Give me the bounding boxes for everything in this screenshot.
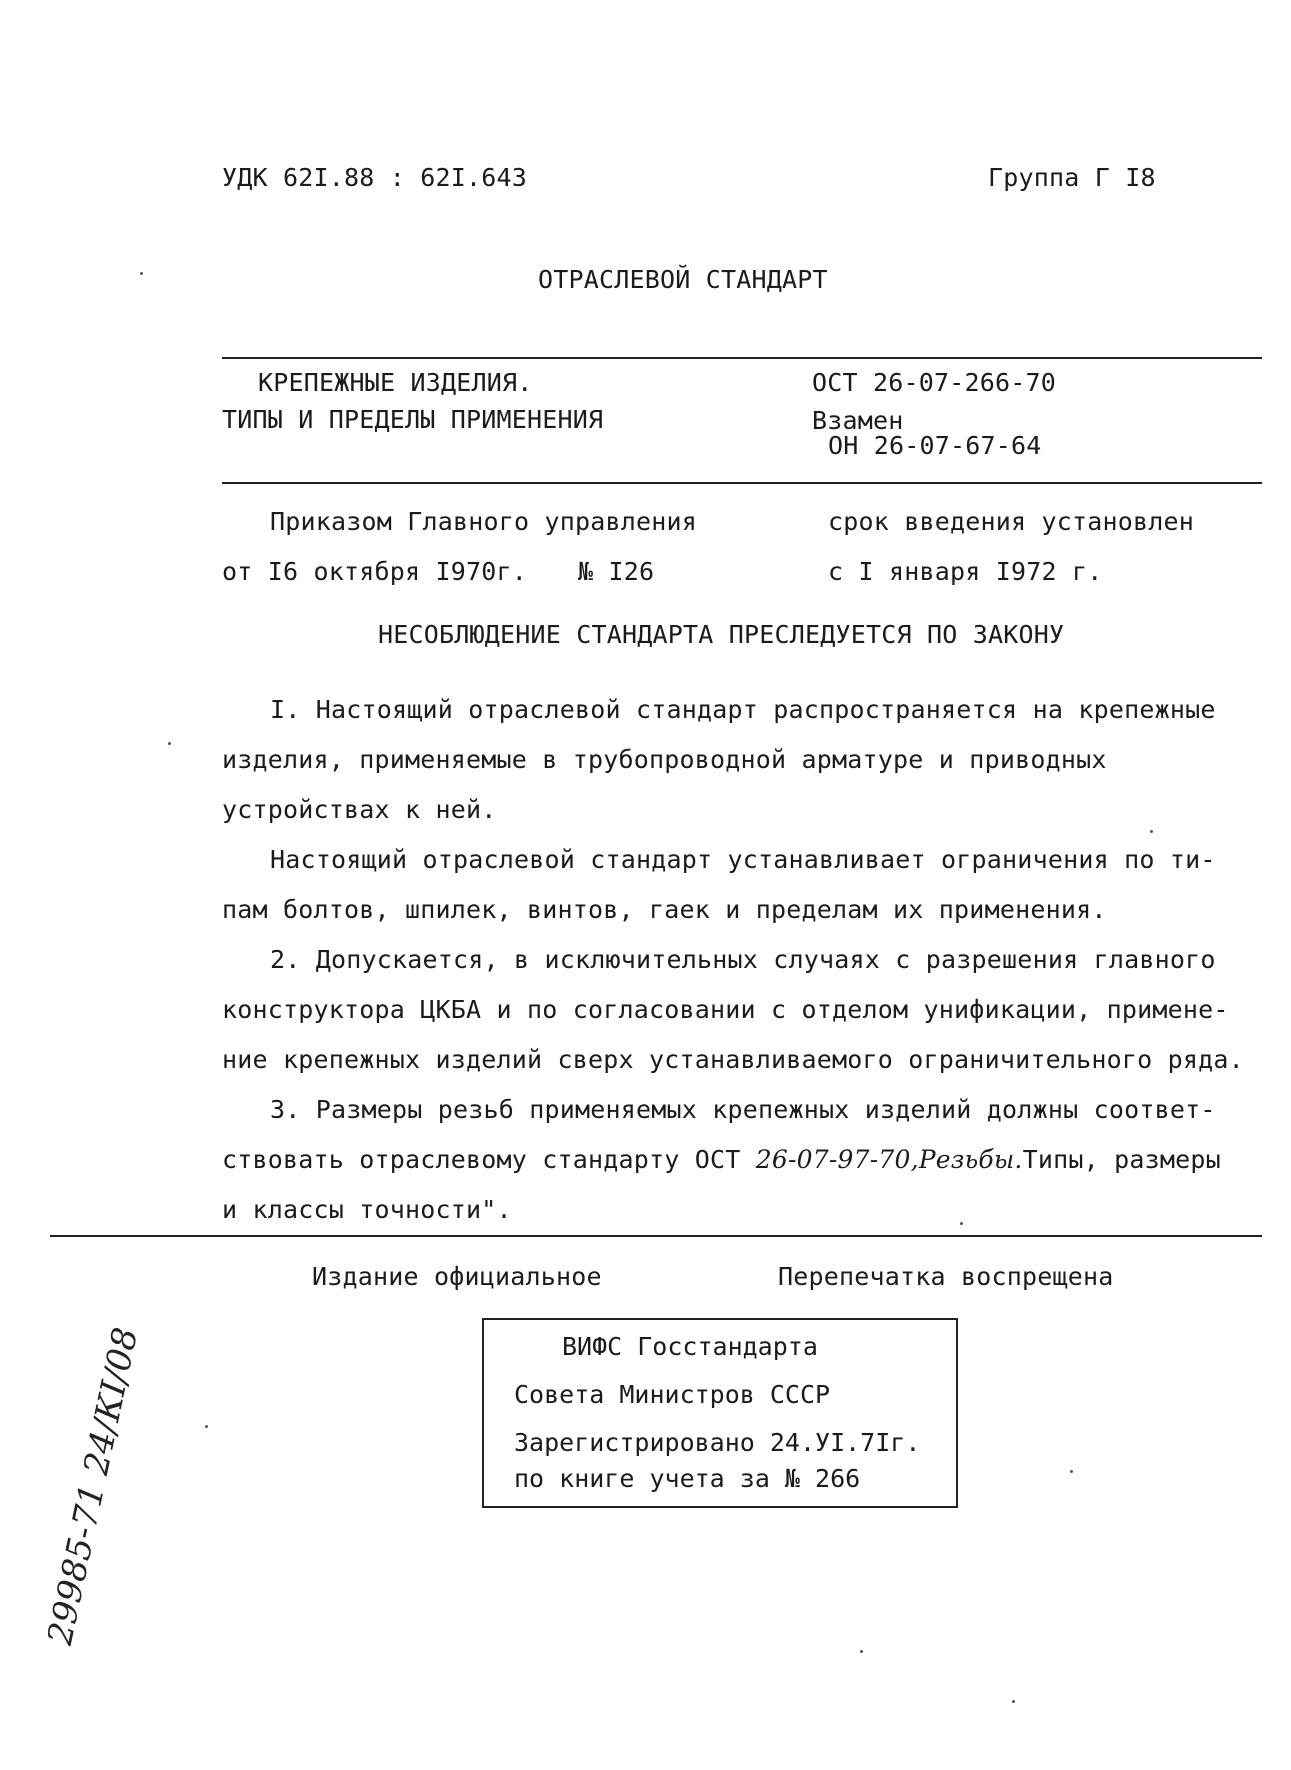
- paragraph-4-line-2: [222, 1135, 1262, 1185]
- stamp-line-2: Совета Министров СССР: [514, 1380, 831, 1409]
- scan-speck: [1070, 1470, 1073, 1473]
- order-date: от I6 октября I970г.: [222, 557, 528, 586]
- handwritten-margin-note: 29985-71 24/КI/08: [40, 1324, 147, 1649]
- group-code: Группа Г I8: [988, 163, 1156, 192]
- udk-code: УДК 62I.88 : 62I.643: [222, 163, 528, 192]
- scan-speck: [205, 1425, 208, 1428]
- paragraph-4-line-3: и классы точности".: [222, 1195, 512, 1224]
- paragraph-3: [222, 935, 1262, 1085]
- paragraph-4-line-1: 3. Размеры резьб применяемых крепежных изделий должны соответ-: [270, 1095, 1216, 1124]
- paragraph-4: [222, 1085, 1262, 1235]
- mid-rule: [222, 482, 1262, 484]
- scan-speck: [860, 1650, 863, 1653]
- replaces-number: ОН 26-07-67-64: [828, 431, 1042, 460]
- stamp-line-3: Зарегистрировано 24.УI.7Iг.: [514, 1428, 921, 1457]
- paragraph-2-line: пам болтов, шпилек, винтов, гаек и пределам их применения.: [222, 895, 1107, 924]
- paragraph-3-line: конструктора ЦКБА и по согласовании с отделом унификации, примене-: [222, 995, 1229, 1024]
- title-line-2: ТИПЫ И ПРЕДЕЛЫ ПРИМЕНЕНИЯ: [222, 405, 604, 434]
- paragraph-1: [222, 685, 1262, 835]
- stamp-line-4: по книге учета за № 266: [514, 1464, 861, 1493]
- order-number: № I26: [578, 557, 655, 586]
- paragraph-3-line: 2. Допускается, в исключительных случаях с разрешения главного: [270, 945, 1216, 974]
- effective-line-2: с I января I972 г.: [828, 557, 1103, 586]
- paragraph-1-line: I. Настоящий отраслевой стандарт распространяется на крепежные: [270, 695, 1216, 724]
- scan-speck: [140, 272, 143, 275]
- paragraph-1-line: изделия, применяемые в трубопроводной арматуре и приводных: [222, 745, 1107, 774]
- paragraph-4-prefix: ствовать отраслевому стандарту ОСТ: [222, 1145, 756, 1174]
- stamp-line-1: ВИФС Госстандарта: [562, 1332, 818, 1361]
- paragraph-2: [222, 835, 1262, 935]
- paragraph-2-line: Настоящий отраслевой стандарт устанавливает ограничения по ти-: [270, 845, 1216, 874]
- scan-speck: [1012, 1700, 1015, 1703]
- registration-stamp: [482, 1318, 958, 1508]
- handwritten-insertion: 26-07-97-70,Резьбы.: [755, 1145, 1023, 1174]
- top-rule: [222, 357, 1262, 359]
- effective-line-1: срок введения установлен: [828, 507, 1195, 536]
- scan-speck: [960, 1222, 963, 1225]
- paragraph-3-line: ние крепежных изделий сверх устанавливаемого ограничительного ряда.: [222, 1045, 1244, 1074]
- scan-speck: [168, 742, 171, 745]
- warning-line: НЕСОБЛЮДЕНИЕ СТАНДАРТА ПРЕСЛЕДУЕТСЯ ПО ЗАКОНУ: [378, 620, 1065, 649]
- bottom-rule: [50, 1235, 1262, 1237]
- edition-label: Издание официальное: [312, 1262, 602, 1291]
- standard-number: ОСТ 26-07-266-70: [812, 368, 1057, 397]
- scan-speck: [1150, 830, 1153, 833]
- reprint-label: Перепечатка воспрещена: [778, 1262, 1114, 1291]
- paragraph-4-suffix: Типы, размеры: [1022, 1145, 1221, 1174]
- document-type: ОТРАСЛЕВОЙ СТАНДАРТ: [538, 265, 828, 294]
- order-line-1: Приказом Главного управления: [270, 507, 698, 536]
- paragraph-1-line: устройствах к ней.: [222, 795, 497, 824]
- replaces-label: Взамен: [812, 406, 904, 435]
- title-line-1: КРЕПЕЖНЫЕ ИЗДЕЛИЯ.: [258, 368, 533, 397]
